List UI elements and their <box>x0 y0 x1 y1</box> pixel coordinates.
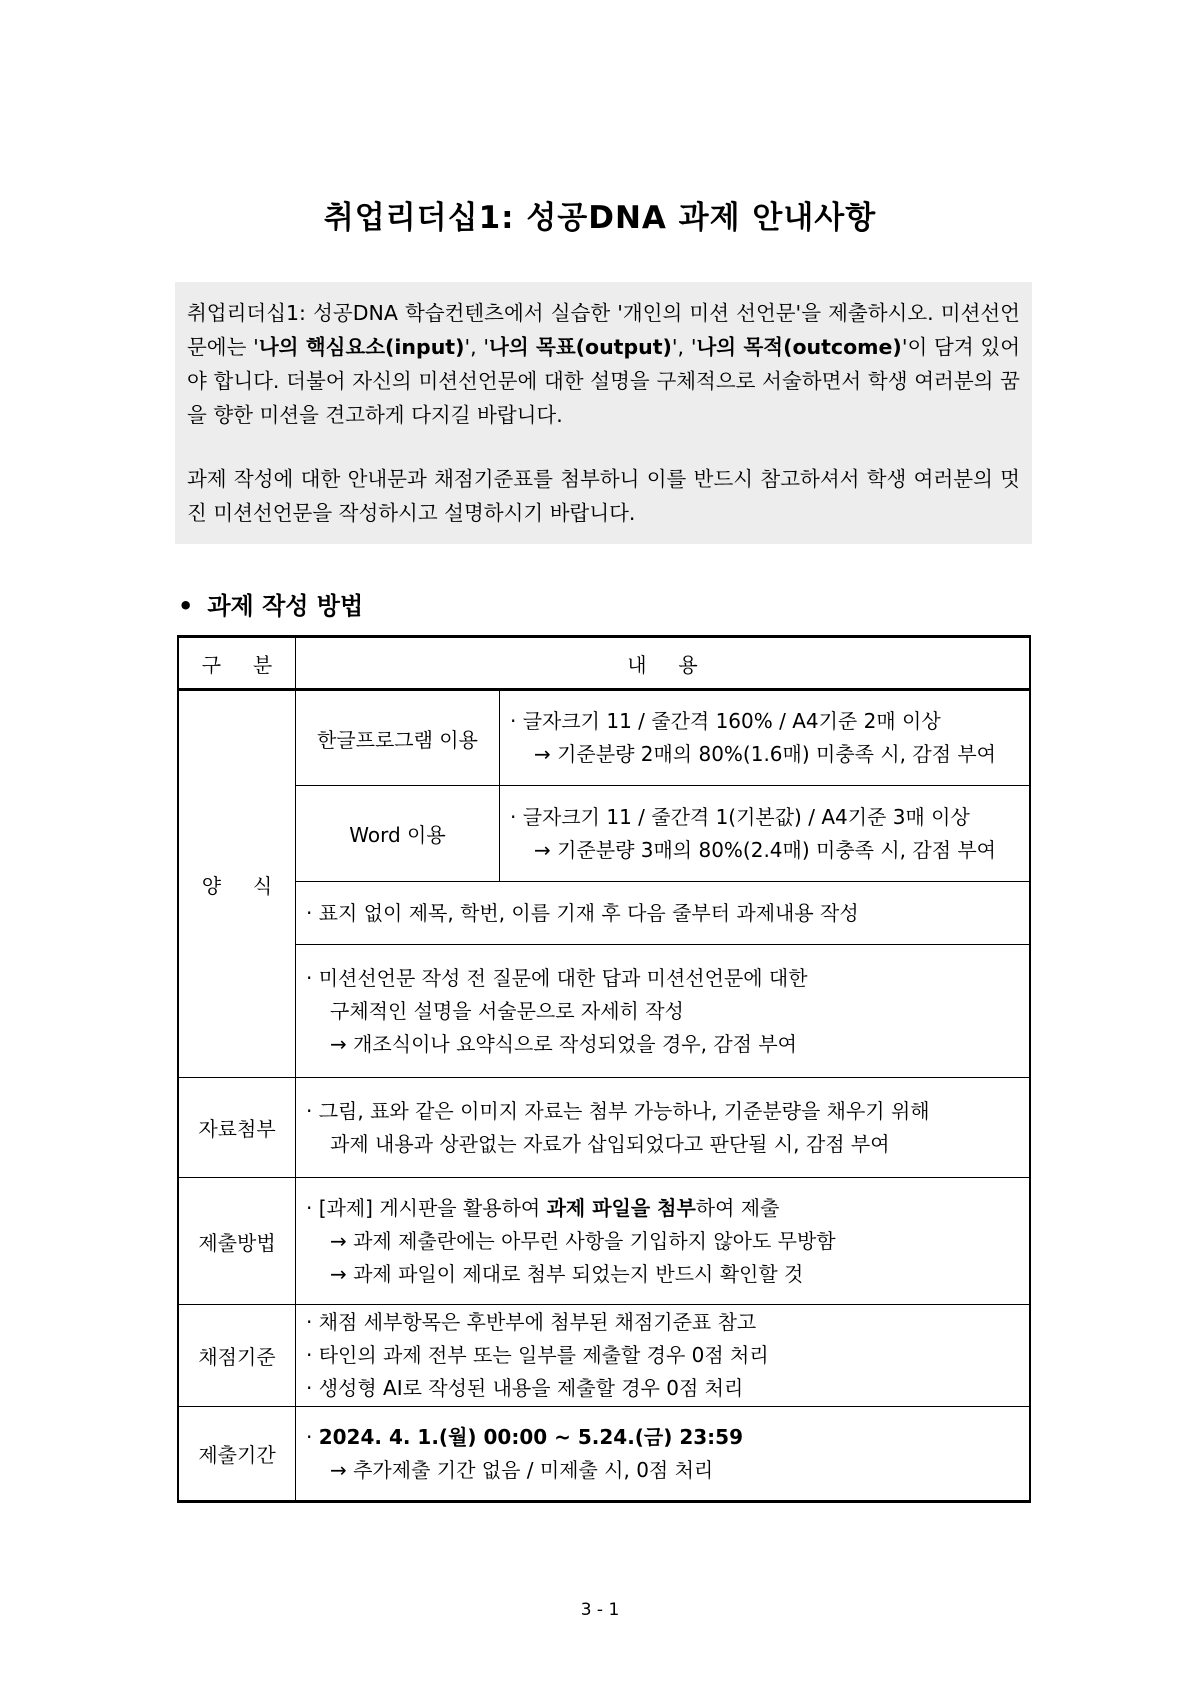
header-content: 내 용 <box>296 637 1031 690</box>
period-line-1 <box>306 1421 1019 1454</box>
submit-bold-text: 과제 파일을 첨부 <box>546 1195 696 1220</box>
grading-content <box>296 1305 1031 1407</box>
section-heading-text: 과제 작성 방법 <box>207 592 364 620</box>
submit-method-line-2: → 과제 제출란에는 아무런 사항을 기입하지 않아도 무방함 <box>330 1228 836 1253</box>
table-row-format-cover <box>178 882 1030 945</box>
intro-bold-outcome: 나의 목적(outcome) <box>696 335 902 359</box>
attach-content <box>296 1078 1031 1178</box>
format-hangul-line-1: · 글자크기 11 / 줄간격 160% / A4기준 2매 이상 <box>510 709 941 733</box>
period-bullet: · <box>306 1424 319 1449</box>
format-word-line-1: · 글자크기 11 / 줄간격 1(기본값) / A4기준 3매 이상 <box>510 804 970 829</box>
table-row-format-word <box>178 786 1030 882</box>
period-line-2: → 추가제출 기간 없음 / 미제출 시, 0점 처리 <box>330 1457 714 1482</box>
intro-paragraph-1 <box>187 296 1020 432</box>
grading-line-2: · 타인의 과제 전부 또는 일부를 제출할 경우 0점 처리 <box>306 1343 769 1367</box>
table-row-grading <box>178 1305 1030 1407</box>
format-hangul-content <box>500 690 1031 786</box>
row-label-submit-method: 제출방법 <box>178 1178 296 1305</box>
format-cover-content <box>296 882 1031 945</box>
submit-method-line-3: → 과제 파일이 제대로 첨부 되었는지 반드시 확인할 것 <box>330 1261 804 1286</box>
format-cover-line: · 표지 없이 제목, 학번, 이름 기재 후 다음 줄부터 과제내용 작성 <box>306 900 859 925</box>
table-row-attach <box>178 1078 1030 1178</box>
format-hangul-line-2: → 기준분량 2매의 80%(1.6매) 미충족 시, 감점 부여 <box>534 742 997 766</box>
intro-text: '이 담겨 있어야 합니다. 더불어 자신의 미션선언문에 대한 설명을 구체적으로 서술하면서 학생 여러분의 꿈을 향한 미션을 견고하게 다지길 바랍니다. <box>187 335 1020 427</box>
period-dates: 2024. 4. 1.(월) 00:00 ~ 5.24.(금) 23:59 <box>318 1424 744 1449</box>
intro-bold-input: 나의 핵심요소(input) <box>258 335 465 359</box>
format-mission-line-1: · 미션선언문 작성 전 질문에 대한 답과 미션선언문에 대한 <box>306 965 808 990</box>
intro-paragraph-2: 과제 작성에 대한 안내문과 채점기준표를 첨부하니 이를 반드시 참고하셔서 학생 여러분의 멋진 미션선언문을 작성하시고 설명하시기 바랍니다. <box>187 467 1020 525</box>
page-number: 3 - 1 <box>580 1600 620 1620</box>
intro-box <box>175 282 1032 544</box>
row-label-period: 제출기간 <box>178 1407 296 1502</box>
assignment-method-table <box>177 635 1031 1503</box>
table-row-submit-method <box>178 1178 1030 1305</box>
format-mission-line-3: → 개조식이나 요약식으로 작성되었을 경우, 감점 부여 <box>330 1031 797 1056</box>
format-mission-content <box>296 945 1031 1078</box>
intro-text: ', ' <box>464 335 490 359</box>
table-header-row <box>178 637 1030 690</box>
intro-text: ', ' <box>671 335 697 359</box>
submit-text: 하여 제출 <box>695 1195 780 1220</box>
submit-text: · [과제] 게시판을 활용하여 <box>306 1195 547 1220</box>
table-row-format-hangul <box>178 690 1030 786</box>
document-title: 취업리더십1: 성공DNA 과제 안내사항 <box>323 200 877 236</box>
row-label-grading: 채점기준 <box>178 1305 296 1407</box>
header-category: 구 분 <box>178 637 296 690</box>
row-label-format: 양 식 <box>178 690 296 1078</box>
format-mission-line-2: 구체적인 설명을 서술문으로 자세히 작성 <box>330 998 684 1023</box>
intro-text: 취업리더십1: 성공DNA 학습컨텐츠에서 실습한 '개인의 미션 선언문'을 제출하시오. 미션선언문에는 ' <box>187 301 1020 359</box>
intro-bold-output: 나의 목표(output) <box>489 335 672 359</box>
grading-line-1: · 채점 세부항목은 후반부에 첨부된 채점기준표 참고 <box>306 1310 757 1334</box>
format-word-label: Word 이용 <box>296 786 500 882</box>
attach-line-2: 과제 내용과 상관없는 자료가 삽입되었다고 판단될 시, 감점 부여 <box>330 1131 890 1156</box>
format-word-content <box>500 786 1031 882</box>
format-hangul-label: 한글프로그램 이용 <box>296 690 500 786</box>
submit-method-line-1 <box>306 1192 1019 1225</box>
grading-line-3: · 생성형 AI로 작성된 내용을 제출할 경우 0점 처리 <box>306 1376 744 1400</box>
row-label-attach: 자료첨부 <box>178 1078 296 1178</box>
table-row-format-mission <box>178 945 1030 1078</box>
bullet-icon: • <box>178 592 194 620</box>
attach-line-1: · 그림, 표와 같은 이미지 자료는 첨부 가능하나, 기준분량을 채우기 위해 <box>306 1098 930 1123</box>
section-heading <box>178 586 363 621</box>
submit-method-content <box>296 1178 1031 1305</box>
period-content <box>296 1407 1031 1502</box>
format-word-line-2: → 기준분량 3매의 80%(2.4매) 미충족 시, 감점 부여 <box>534 837 997 862</box>
table-row-period <box>178 1407 1030 1502</box>
